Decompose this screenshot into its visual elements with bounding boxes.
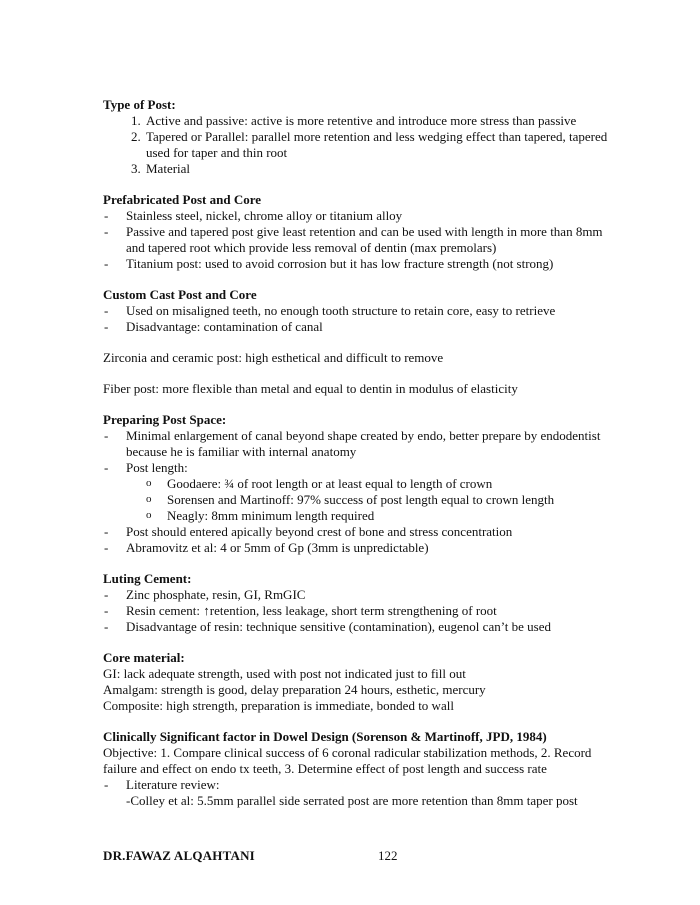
section-heading: Clinically Significant factor in Dowel Design (Sorenson & Martinoff, JPD, 1984) <box>103 729 547 744</box>
list-item: - Disadvantage of resin: technique sensitive (contamination), eugenol can’t be used <box>103 619 623 635</box>
numbered-list <box>103 113 623 177</box>
list-item: - Used on misaligned teeth, no enough tooth structure to retain core, easy to retrieve <box>103 303 623 319</box>
page-content <box>103 97 623 824</box>
list-item: - Disadvantage: contamination of canal <box>103 319 623 335</box>
text-line: GI: lack adequate strength, used with post not indicated just to fill out <box>103 666 466 681</box>
list-item: - Post should entered apically beyond crest of bone and stress concentration <box>103 524 623 540</box>
section-core-material <box>103 650 623 714</box>
list-item: - Titanium post: used to avoid corrosion but it has low fracture strength (not strong) <box>103 256 623 272</box>
section-heading: Custom Cast Post and Core <box>103 287 257 302</box>
text-line: Composite: high strength, preparation is immediate, bonded to wall <box>103 698 454 713</box>
footer-author: DR.FAWAZ ALQAHTANI <box>103 848 255 863</box>
list-item <box>103 460 623 524</box>
list-item: - Literature review: <box>103 777 623 793</box>
section-heading: Preparing Post Space: <box>103 412 227 427</box>
section-preparing-post-space <box>103 412 623 556</box>
dash-list <box>103 303 623 335</box>
list-item: - Minimal enlargement of canal beyond shape created by endo, better prepare by endodentist because he is familiar with internal anatomy <box>103 428 623 460</box>
objective-paragraph: Objective: 1. Compare clinical success of 6 coronal radicular stabilization methods, 2. Record failure and effect on endo tx teeth, 3. Determine effect of post length and success rate <box>103 745 592 776</box>
dash-list <box>103 587 623 635</box>
list-item: 1. Active and passive: active is more retentive and introduce more stress than passive <box>144 113 623 129</box>
section-heading: Type of Post: <box>103 97 176 112</box>
sublist-item: o Neagly: 8mm minimum length required <box>144 508 623 524</box>
list-item: - Passive and tapered post give least retention and can be used with length in more than 8mm and tapered root which provide less removal of dentin (max premolars) <box>103 224 623 256</box>
list-item: - Zinc phosphate, resin, GI, RmGIC <box>103 587 623 603</box>
page-footer <box>103 848 623 864</box>
literature-note: -Colley et al: 5.5mm parallel side serrated post are more retention than 8mm taper post <box>126 793 578 808</box>
section-custom-cast <box>103 287 623 335</box>
section-heading: Luting Cement: <box>103 571 192 586</box>
section-type-of-post <box>103 97 623 177</box>
dash-list <box>103 428 623 556</box>
section-heading: Prefabricated Post and Core <box>103 192 262 207</box>
text-line: Amalgam: strength is good, delay preparation 24 hours, esthetic, mercury <box>103 682 486 697</box>
section-clinical-dowel-design <box>103 729 623 809</box>
list-item: 3. Material <box>144 161 623 177</box>
paragraph-fiber: Fiber post: more flexible than metal and equal to dentin in modulus of elasticity <box>103 381 518 396</box>
circle-sublist <box>126 476 623 524</box>
section-prefabricated <box>103 192 623 272</box>
sublist-item: o Goodaere: ¾ of root length or at least equal to length of crown <box>144 476 623 492</box>
list-item-label: Post length: <box>126 460 188 475</box>
list-item: - Abramovitz et al: 4 or 5mm of Gp (3mm is unpredictable) <box>103 540 623 556</box>
dash-list <box>103 208 623 272</box>
section-heading: Core material: <box>103 650 185 665</box>
list-item: 2. Tapered or Parallel: parallel more retention and less wedging effect than tapered, tapered used for taper and thin root <box>144 129 623 161</box>
section-luting-cement <box>103 571 623 635</box>
page-number: 122 <box>378 848 398 863</box>
list-item: - Stainless steel, nickel, chrome alloy or titanium alloy <box>103 208 623 224</box>
paragraph-zirconia: Zirconia and ceramic post: high esthetical and difficult to remove <box>103 350 444 365</box>
sublist-item: o Sorensen and Martinoff: 97% success of post length equal to crown length <box>144 492 623 508</box>
dash-list <box>103 777 623 793</box>
list-item: - Resin cement: ↑retention, less leakage, short term strengthening of root <box>103 603 623 619</box>
